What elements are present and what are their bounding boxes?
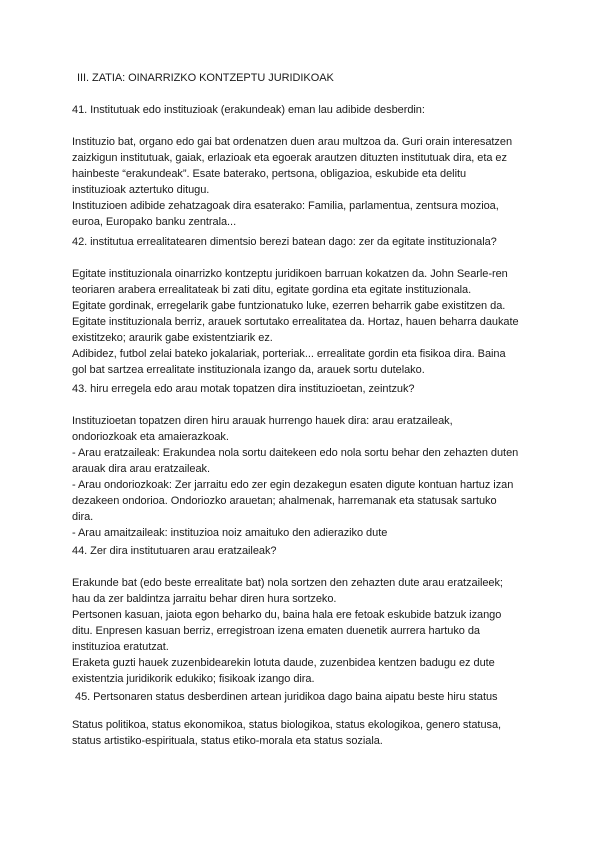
answer-line: Instituzio bat, organo edo gai bat ordenatzen duen arau multzoa da. Guri orain interesatzen [72,136,513,148]
answer-line: Pertsonen kasuan, jaiota egon beharko du, baina hala ere fetoak eskubide batzuk izango [72,609,502,621]
answer-line: Egitate gordinak, erregelarik gabe funtzionatuko luke, ezerren beharrik gabe existitzen da. [72,300,506,312]
answer-line: ditu. Enpresen kasuan berriz, erregistroan izena ematen duenetik aurrera hartuko da [72,625,480,637]
question-text: 41. Institutuak edo instituzioak (erakundeak) eman lau adibide desberdin: [72,104,425,116]
answer-44 [72,575,532,687]
question-text: 42. institutua errealitatearen dimentsio berezi batean dago: zer da egitate instituzionala? [72,236,497,248]
answer-line: Erakunde bat (edo beste errealitate bat) nola sortzen den zehazten dute arau eratzaileek; [72,577,503,589]
answer-line: - Arau eratzaileak: Erakundea nola sortu daitekeen edo nola sortu behar den zehazten duten [72,447,519,459]
question-43 [72,381,532,397]
question-text: 44. Zer dira institutuaren arau eratzaileak? [72,545,277,557]
answer-line: Instituzioen adibide zehatzagoak dira esaterako: Familia, parlamentua, zentsura mozioa, [72,200,499,212]
answer-line: teoriaren arabera errealitateak bi zati ditu, egitate gordina eta egitate instituzionala. [72,284,472,296]
answer-line: hainbeste “erakundeak”. Esate baterako, pertsona, obligazioa, eskubide eta delitu [72,168,467,180]
answer-line: - Arau amaitzaileak: instituzioa noiz amaituko den adieraziko dute [72,527,388,539]
page-title [77,70,537,86]
question-45 [75,689,535,705]
answer-line: Instituzioetan topatzen diren hiru arauak hurrengo hauek dira: arau eratzaileak, [72,415,453,427]
answer-line: hau da zer baldintza jarraitu behar diren hura sortzeko. [72,593,337,605]
answer-line: instituzioak aztertuko ditugu. [72,184,210,196]
answer-line: instituzioa eratutzat. [72,641,169,653]
answer-line: euroa, Europako banku zentrala... [72,216,237,228]
answer-line: status artistiko-espirituala, status etiko-morala eta status soziala. [72,735,383,747]
answer-line: Egitate instituzionala berriz, arauek sortutako errealitatea da. Hortaz, hauen beharra daukate [72,316,519,328]
answer-line: existentzia juridikorik edukiko; fisikoak izango dira. [72,673,315,685]
answer-45 [72,717,532,749]
answer-42 [72,266,532,378]
answer-line: gol bat sartzea errealitate instituzionala izango da, arauek sortu dutelako. [72,364,425,376]
answer-line: zaizkigun institutuak, gaiak, erlazioak eta egoerak arautzen dituzten institutuak dira, eta ez [72,152,507,164]
answer-line: - Arau ondoriozkoak: Zer jarraitu edo zer egin dezakegun esaten digute kontuan hartuz izan [72,479,514,491]
answer-43 [72,413,532,541]
answer-line: Egitate instituzionala oinarrizko kontzeptu juridikoen barruan kokatzen da. John Searle-ren [72,268,508,280]
question-text: 43. hiru erregela edo arau motak topatzen dira instituzioetan, zeintzuk? [72,383,415,395]
answer-41 [72,134,532,230]
answer-line: existitzeko; araurik gabe existentziarik ez. [72,332,273,344]
question-text: 45. Pertsonaren status desberdinen artean juridikoa dago baina aipatu beste hiru status [75,691,498,703]
answer-line: arauak dira arau eratzaileak. [72,463,210,475]
answer-line: Adibidez, futbol zelai bateko jokalariak, porteriak... errealitate gordin eta fisikoa dira. Baina [72,348,506,360]
answer-line: dezakeen ondorioa. Ondoriozko arauetan; ahalmenak, harremanak eta statusak sartuko [72,495,497,507]
question-41 [72,102,532,118]
answer-line: Eraketa guzti hauek zuzenbidearekin lotuta daude, zuzenbidea kentzen badugu ez dute [72,657,495,669]
question-42 [72,234,532,250]
answer-line: Status politikoa, status ekonomikoa, status biologikoa, status ekologikoa, genero statusa, [72,719,502,731]
question-44 [72,543,532,559]
answer-line: dira. [72,511,94,523]
page-title-text: III. ZATIA: OINARRIZKO KONTZEPTU JURIDIKOAK [77,72,334,84]
answer-line: ondoriozkoak eta amaierazkoak. [72,431,229,443]
